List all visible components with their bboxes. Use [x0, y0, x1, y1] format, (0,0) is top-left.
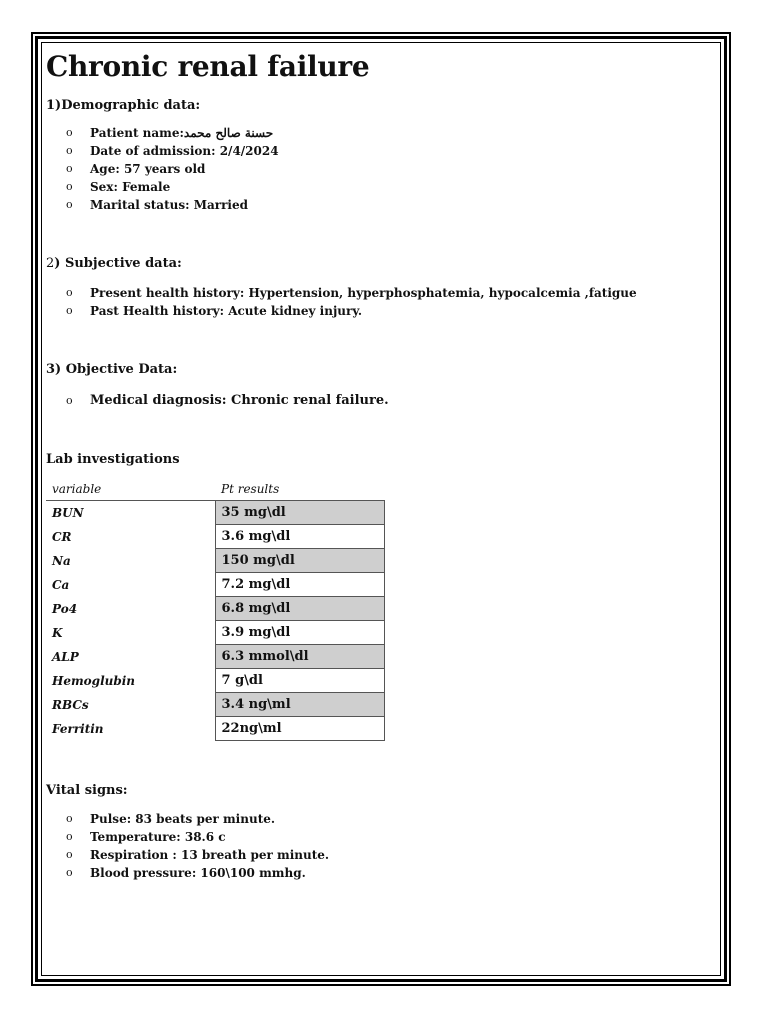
bullet-icon: o — [66, 394, 73, 407]
lab-variable: CR — [52, 529, 72, 544]
lab-result: 35 mg\dl — [215, 501, 384, 525]
subjective-list — [46, 284, 637, 320]
lab-variable: ALP — [52, 649, 79, 664]
lab-variable: Ferritin — [52, 721, 104, 736]
bullet-icon: o — [66, 866, 73, 879]
vitals-list — [46, 810, 329, 882]
bullet-icon: o — [66, 126, 73, 139]
table-row — [46, 549, 384, 573]
demographic-heading: 1)Demographic data: — [46, 98, 201, 113]
bullet-icon: o — [66, 198, 73, 211]
list-item: o Date of admission: 2/4/2024 — [66, 144, 279, 158]
vitals-heading: Vital signs: — [46, 783, 128, 798]
list-item: o Temperature: 38.6 c — [66, 830, 226, 844]
table-row — [46, 645, 384, 669]
table-row — [46, 525, 384, 549]
lab-variable: Po4 — [52, 601, 78, 616]
lab-variable: Ca — [52, 577, 70, 592]
lab-variable: K — [52, 625, 63, 640]
document-page — [46, 44, 716, 880]
list-item: o Patient name:حسنة صالح محمد — [66, 126, 274, 140]
bullet-icon: o — [66, 162, 73, 175]
bullet-icon: o — [66, 848, 73, 861]
objective-list — [46, 392, 389, 410]
table-row — [46, 717, 384, 741]
table-row — [46, 573, 384, 597]
lab-result: 6.8 mg\dl — [215, 597, 384, 621]
lab-variable: RBCs — [52, 697, 89, 712]
table-row — [46, 693, 384, 717]
bullet-icon: o — [66, 304, 73, 317]
table-row — [46, 597, 384, 621]
bullet-icon: o — [66, 286, 73, 299]
lab-result: 22ng\ml — [215, 717, 384, 741]
list-item: o Present health history: Hypertension, hyperphosphatemia, hypocalcemia ,fatigue — [66, 286, 637, 300]
list-item: o Blood pressure: 160\100 mmhg. — [66, 866, 306, 880]
document-title: Chronic renal failure — [46, 50, 370, 83]
list-item: o Age: 57 years old — [66, 162, 206, 176]
lab-result: 150 mg\dl — [215, 549, 384, 573]
lab-table — [46, 478, 385, 741]
list-item: o Pulse: 83 beats per minute. — [66, 812, 276, 826]
subjective-heading: 2) Subjective data: — [46, 256, 182, 271]
lab-variable: Na — [52, 553, 71, 568]
list-item: o Respiration : 13 breath per minute. — [66, 848, 330, 862]
lab-header-row — [46, 478, 384, 501]
list-item: o Medical diagnosis: Chronic renal failure. — [66, 393, 389, 408]
lab-result: 3.6 mg\dl — [215, 525, 384, 549]
lab-variable: BUN — [46, 501, 215, 525]
objective-heading: 3) Objective Data: — [46, 362, 178, 377]
lab-result: 3.4 ng\ml — [215, 693, 384, 717]
lab-variable: Hemoglubin — [52, 673, 136, 688]
bullet-icon: o — [66, 830, 73, 843]
bullet-icon: o — [66, 812, 73, 825]
lab-heading: Lab investigations — [46, 452, 180, 467]
table-row — [46, 501, 384, 525]
column-header-variable: variable — [52, 482, 102, 496]
list-item: o Past Health history: Acute kidney injury. — [66, 304, 363, 318]
demographic-list — [46, 124, 279, 214]
column-header-results: Pt results — [221, 482, 280, 496]
lab-result: 3.9 mg\dl — [215, 621, 384, 645]
lab-result: 7.2 mg\dl — [215, 573, 384, 597]
lab-result: 7 g\dl — [215, 669, 384, 693]
bullet-icon: o — [66, 144, 73, 157]
bullet-icon: o — [66, 180, 73, 193]
table-row — [46, 669, 384, 693]
lab-result: 6.3 mmol\dl — [215, 645, 384, 669]
list-item: o Marital status: Married — [66, 198, 248, 212]
table-row — [46, 621, 384, 645]
list-item: o Sex: Female — [66, 180, 171, 194]
